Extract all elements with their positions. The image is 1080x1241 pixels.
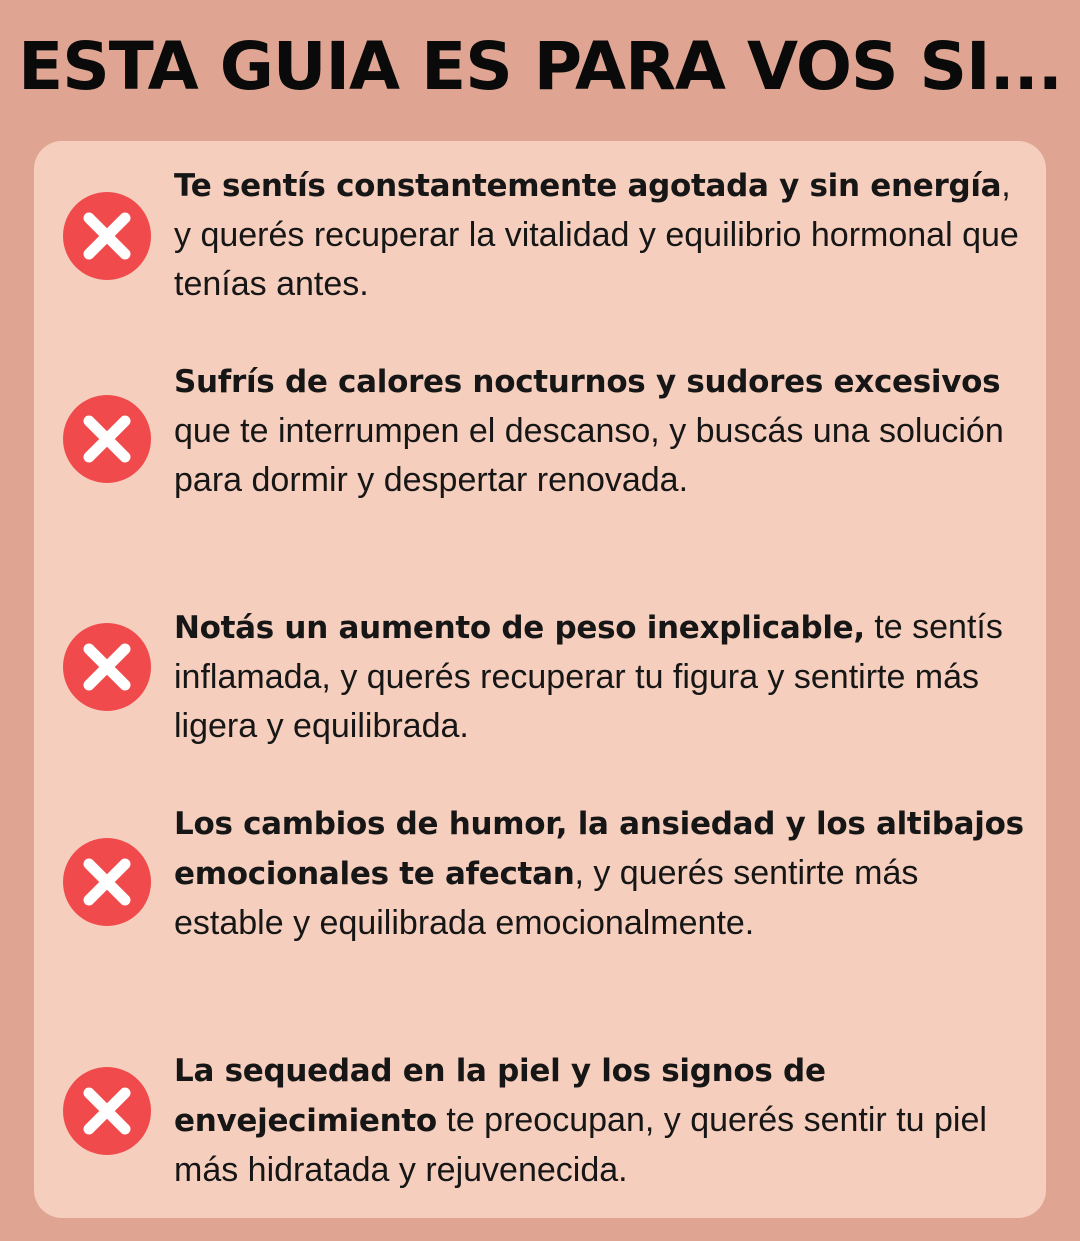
item-text [174,1046,1034,1195]
item-bold-text: Sufrís de calores nocturnos y sudores excesivos [174,364,1001,400]
item-rest-text: te preocupan, y querés sentir tu piel más hidratada y rejuvenecida. [174,1101,987,1189]
page-title: ESTA GUIA ES PARA VOS SI... [18,28,1062,105]
item-bold-text: Los cambios de humor, la ansiedad y los altibajos emocionales te afectan [174,806,1024,892]
red-x-icon [62,191,152,281]
item-text [174,799,1034,948]
red-x-icon [62,622,152,712]
item-rest-text: , y querés sentirte más estable y equilibrada emocionalmente. [174,854,919,942]
item-rest-text: , y querés recuperar la vitalidad y equilibrio hormonal que tenías antes. [174,166,1019,303]
item-text [174,603,1034,751]
item-rest-text: que te interrumpen el descanso, y buscás una solución para dormir y despertar renovada. [174,412,1004,499]
red-x-icon [62,837,152,927]
checklist-card [34,141,1046,1218]
red-x-icon [62,394,152,484]
item-text [174,161,1034,309]
item-rest-text: te sentís inflamada, y querés recuperar tu figura y sentirte más ligera y equilibrada. [174,608,1003,745]
item-bold-text: Notás un aumento de peso inexplicable, [174,610,865,646]
item-bold-text: La sequedad en la piel y los signos de envejecimiento [174,1053,826,1139]
item-text [174,357,1034,505]
red-x-icon [62,1066,152,1156]
item-bold-text: Te sentís constantemente agotada y sin energía [174,168,1002,204]
